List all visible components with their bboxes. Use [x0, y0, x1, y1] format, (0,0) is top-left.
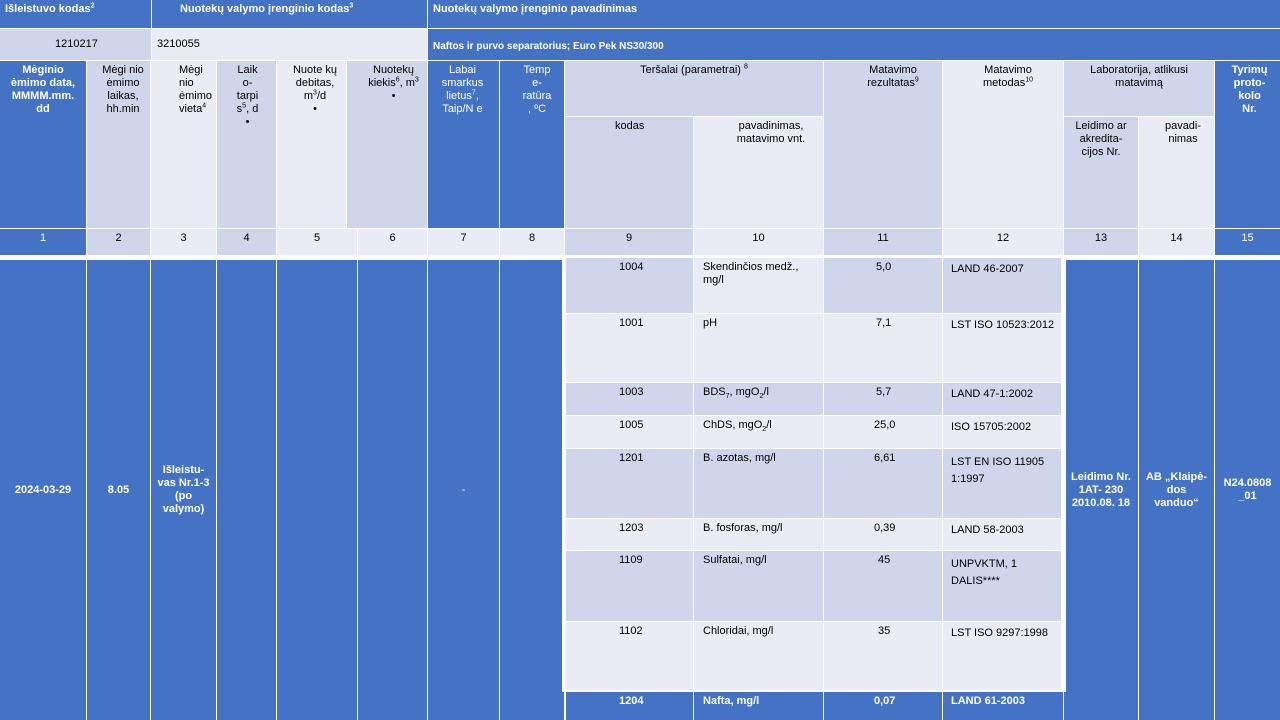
row-kodas: 1204 — [566, 692, 693, 720]
irenginio-pavadinimas-value: Naftos ir purvo separatorius; Euro Pek NS30/300 — [428, 29, 1280, 60]
col-number: 7 — [428, 229, 499, 255]
header-lab-pavadinimas: pavadi- nimas — [1139, 117, 1214, 228]
row-pavadinimas: ChDS, mgO$_2$/l — [694, 416, 823, 448]
row-rezultatas: 5,7 — [824, 383, 942, 415]
row-metodas: ISO 15705:2002 — [943, 416, 1061, 448]
irenginio-kodas-value: 3210055 — [152, 29, 427, 60]
row-pavadinimas: Nafta, mg/l — [694, 692, 823, 720]
col-number: 4 — [217, 229, 276, 255]
header-meginio-data: Mėginio ėmimo data, MMMM.mm. dd — [0, 61, 86, 228]
row-rezultatas: 25,0 — [824, 416, 942, 448]
row-metodas: LST ISO 9297:1998 — [943, 622, 1061, 690]
col-number: 11 — [824, 229, 942, 255]
sample-lietus: - — [428, 260, 499, 720]
col-number: 12 — [943, 229, 1063, 255]
isleistuvo-kodas-value: 1210217 — [0, 29, 151, 60]
row-metodas: LAND 47-1:2002 — [943, 383, 1061, 415]
sample-debitas — [277, 260, 357, 720]
row-pavadinimas: B. fosforas, mg/l — [694, 519, 823, 550]
row-kodas: 1201 — [566, 449, 693, 518]
sample-protokolas: N24.0808 _01 — [1215, 260, 1280, 720]
col-number: 13 — [1064, 229, 1138, 255]
row-pavadinimas: pH — [694, 314, 823, 382]
row-metodas: LST ISO 10523:2012 — [943, 314, 1061, 382]
header-protokolo-nr: Tyrimų proto- kolo Nr. — [1215, 61, 1280, 228]
row-pavadinimas: $BDS_7$, mgO$_2$/l — [694, 383, 823, 415]
sample-date: 2024-03-29 — [0, 260, 86, 720]
row-kodas: 1203 — [566, 519, 693, 550]
header-kodas: kodas — [565, 117, 693, 228]
sample-leidimas: Leidimo Nr. 1AT- 230 2010.08. 18 — [1064, 260, 1138, 720]
row-rezultatas: 7,1 — [824, 314, 942, 382]
col-number: 9 — [565, 229, 693, 255]
header-matavimo-metodas: Matavimo metodas$^{10}$ — [943, 61, 1063, 228]
header-nuoteku-debitas: Nuote kų debitas, $m^3/d$ • — [277, 61, 346, 228]
row-rezultatas: 0,07 — [824, 692, 942, 720]
row-pavadinimas: Skendinčios medž., mg/l — [694, 258, 823, 313]
sample-laikotarpis — [217, 260, 276, 720]
sample-laboratorija: AB „Klaipė- dos vanduo“ — [1139, 260, 1214, 720]
header-temperatura: Temp e- ratūra , ºC — [500, 61, 564, 228]
col-number: 8 — [500, 229, 564, 255]
header-tersalai: Teršalai (parametrai) $^8$ — [565, 61, 823, 116]
row-metodas: LAND 46-2007 — [943, 258, 1061, 313]
col-number: 2 — [87, 229, 150, 255]
header-meginio-laikas: Mėgi nio ėmimo laikas, hh.min — [87, 61, 150, 228]
row-kodas: 1003 — [566, 383, 693, 415]
sample-time: 8.05 — [87, 260, 150, 720]
isleistuvo-kodas-label: Išleistuvo kodas$^2$ — [0, 0, 151, 28]
col-number: 10 — [694, 229, 823, 255]
row-rezultatas: 45 — [824, 551, 942, 621]
col-number: 14 — [1139, 229, 1214, 255]
row-kodas: 1102 — [566, 622, 693, 690]
header-leidimo-nr: Leidimo ar akredita- cijos Nr. — [1064, 117, 1138, 228]
col-number: 15 — [1215, 229, 1280, 255]
header-meginio-vieta: Mėgi nio ėmimo vieta$^4$ — [151, 61, 216, 228]
row-kodas: 1005 — [566, 416, 693, 448]
header-pavadinimas: pavadinimas, matavimo vnt. — [694, 117, 823, 228]
header-smarkus-lietus: Labai smarkus lietus$^7$, Taip/N e — [428, 61, 499, 228]
row-pavadinimas: B. azotas, mg/l — [694, 449, 823, 518]
col-number: 3 — [151, 229, 216, 255]
row-rezultatas: 35 — [824, 622, 942, 690]
row-metodas: LAND 61-2003 — [943, 692, 1063, 720]
header-laikotarpis: Laik o- tarpi $s^5$, d • — [217, 61, 276, 228]
col-number: 1 — [0, 229, 86, 255]
row-kodas: 1001 — [566, 314, 693, 382]
row-kodas: 1004 — [566, 258, 693, 313]
sample-kiekis — [358, 260, 427, 720]
sample-location: Išleistu- vas Nr.1-3 (po valymo) — [151, 260, 216, 720]
irenginio-kodas-label: Nuotekų valymo įrenginio kodas$^3$ — [152, 0, 427, 28]
col-number: 6 — [358, 229, 427, 255]
col-number: 5 — [277, 229, 357, 255]
row-rezultatas: 5,0 — [824, 258, 942, 313]
row-rezultatas: 6,61 — [824, 449, 942, 518]
row-metodas: LAND 58-2003 — [943, 519, 1061, 550]
row-metodas: LST EN ISO 11905 1:1997 — [943, 449, 1061, 518]
row-metodas: UNPVKTM, 1 DALIS**** — [943, 551, 1061, 621]
irenginio-pavadinimas-label: Nuotekų valymo įrenginio pavadinimas — [428, 0, 1280, 28]
header-nuoteku-kiekis: Nuotekų kiekis$^6$, $m^3$ • — [347, 61, 427, 228]
header-laboratorija: Laboratorija, atlikusi matavimą — [1064, 61, 1214, 116]
row-pavadinimas: Chloridai, mg/l — [694, 622, 823, 690]
header-matavimo-rezultatas: Matavimo rezultatas$^9$ — [824, 61, 942, 228]
row-pavadinimas: Sulfatai, mg/l — [694, 551, 823, 621]
row-kodas: 1109 — [566, 551, 693, 621]
row-rezultatas: 0,39 — [824, 519, 942, 550]
sample-temperatura — [500, 260, 564, 720]
